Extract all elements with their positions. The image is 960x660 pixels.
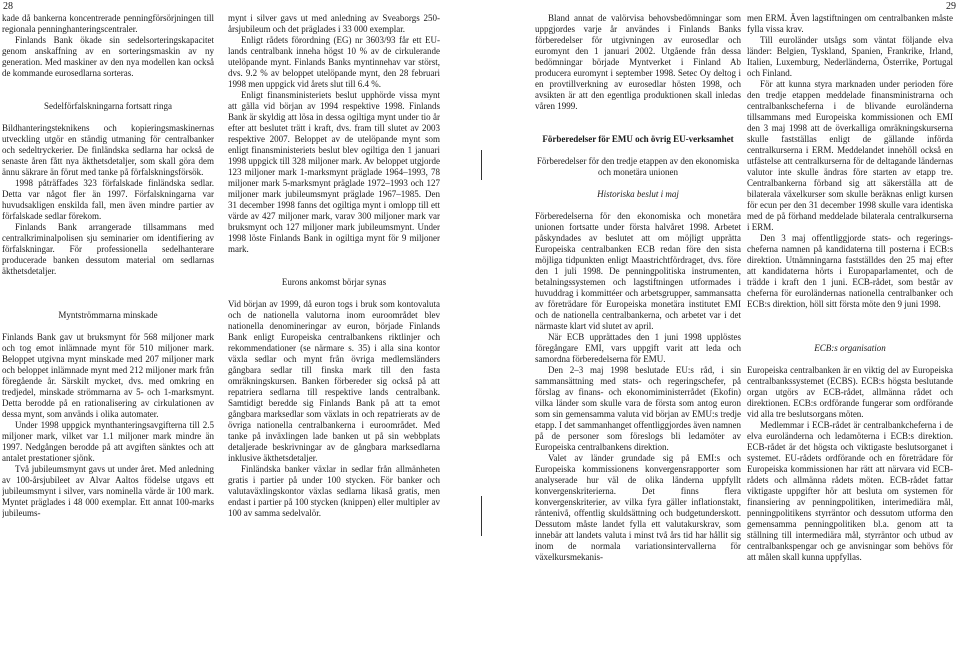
paragraph: Medlemmar i ECB-rådet är centralbankcheferna i de elva euroländerna och ledamöterna i ECB:s direktion. ECB-rådet är det högsta och viktigaste beslutsorganet i systemet. EU-rådets ordförande och en företrädare för Europeiska kommissionen har rätt att närvara vid ECB-rådets och allmänna rådets möten. ECB-rådet fattar viktigaste uppgifter hör att besluta om systemen för finansiering av penningpolitiken, interimediära mål, penningpolitikens styrräntor och dessutom utforma den gemensamma penningpolitiken bl.a. genom att ta ställning till intermediära mål, styrräntor och utbud av centralbankspengar och ge anvisningar som behövs för att målen skall kunna uppfyllas. bbox=[747, 420, 953, 562]
section-heading: Förberedelser för EMU och övrig EU-verksamhet bbox=[542, 134, 734, 144]
paragraph: Den 3 maj offentliggjorde stats- och regeringscheferna namnen på kandidaterna till posterna i ECB:s direktion. Utnämningarna fastställdes den 25 maj efter att kandidaterna hörts i Europaparlamentet, och de trädde i kraft den 1 juni. ECB-rådet, som består av cheferna för euroländernas nationella centralbanker och ECB:s direktion, höll sitt första möte den 9 juni 1998. bbox=[747, 233, 953, 309]
column-2 bbox=[228, 13, 440, 519]
paragraph: Europeiska centralbanken är en viktig del av Europeiska centralbankssystemet (ECBS). ECB:s högsta beslutande organ utgörs av ECB-rådet, allmänna rådet och direktionen. ECB:s ordförande fungerar som ordförande vid alla tre beslutsorgans möten. bbox=[747, 365, 953, 419]
section-heading: Sedelförfalskningarna fortsatt ringa bbox=[44, 101, 172, 111]
paragraph: mynt i silver gavs ut med anledning av Sveaborgs 250-årsjubileum och det präglades i 33 000 exemplar. bbox=[228, 13, 440, 34]
paragraph: men ERM. Även lagstiftningen om centralbanken måste fylla vissa krav. bbox=[747, 13, 953, 34]
paragraph: kade då bankerna koncentrerade penningförsörjningen till regionala penninghanteringscentraler. bbox=[2, 13, 214, 34]
section-heading: Myntströmmarna minskade bbox=[58, 310, 158, 320]
subsection-heading: Historiska beslut i maj bbox=[597, 189, 679, 199]
section-heading: ECB:s organisation bbox=[814, 343, 886, 353]
margin-change-bar bbox=[481, 496, 482, 536]
subsection-heading: Förberedelser för den tredje etappen av den ekonomiska och monetära unionen bbox=[536, 156, 740, 177]
paragraph: Finlands Bank gav ut bruksmynt för 568 miljoner mark och tog emot inlämnade mynt för 510 miljoner mark. Beloppet utgivna mynt minskade med 207 miljoner mark och beloppet inlämnade mynt med 212 miljoner mark från föregående år. Särskilt mycket, dvs. med omkring en tredjedel, minskade strömmarna av 5- och 1-marksmynt. Detta berodde på en rationalisering av cirkulationen av dessa mynt, som används i olika automater. bbox=[2, 332, 214, 419]
paragraph: Finländska banker växlar in sedlar från allmänheten gratis i partier på under 100 stycken. För banker och valutaväxlingskontor växlas sedlarna likaså gratis, men endast i partier på 100 stycken (knippen) eller multipler av 100 av samma sedelvalör. bbox=[228, 464, 440, 518]
paragraph: 1998 påträffades 323 förfalskade finländska sedlar. Detta var något fler än 1997. Förfalskningarna var huvudsakligen enskilda fall, men även mindre partier av förfalskade sedlar förekom. bbox=[2, 178, 214, 221]
column-3 bbox=[535, 13, 741, 563]
paragraph: När ECB upprättades den 1 juni 1998 upplöstes föregångare EMI, vars uppgift varit att leda och samordna förberedelserna för EMU. bbox=[535, 332, 741, 364]
paragraph: Bildhanteringsteknikens och kopieringsmaskinernas utveckling utgör en ständig utmaning för centralbanker och sedeltryckerier. De finländska sedlarna har också de senaste åren fått nya äkthetsdetaljer, som skall göra dem ännu säkrare än förut med tanke på förfalskningsförsök. bbox=[2, 123, 214, 177]
paragraph: Enligt rådets förordning (EG) nr 3603/93 får ett EU-lands centralbank inneha högst 10 % av de cirkulerande utelöpande mynt. Finlands Banks myntinnehav var störst, dvs. 9.2 % av beloppet utelöpande mynt, den 28 februari 1998 men uppgick vid årets slut till 6.4 %. bbox=[228, 35, 440, 89]
paragraph: Under 1998 uppgick mynthanteringsavgifterna till 2.5 miljoner mark, vilket var 1.1 miljoner mark mindre än 1997. Nedgången berodde på att avgiften sänktes och att antalet prestationer sjönk. bbox=[2, 420, 214, 463]
paragraph: Valet av länder grundade sig på EMI:s och Europeiska kommissionens konvergensrapporter som analyserade hur väl de olika länderna uppfyllt konvergenskriterierna. Det finns flera konvergenskriterier, av vilka fyra gäller inflationstakt, räntenivå, offentlig skuldsättning och budgetunderskott. Dessutom måste landet fylla ett valutakurskrav, som innebär att landets valuta i minst två års tid har hållit sig inom de normala variationsintervallerna för växelkursmekanis- bbox=[535, 453, 741, 562]
paragraph: Enligt finansministeriets beslut upphörde vissa mynt att gälla vid början av 1994 respektive 1998. Finlands Bank är skyldig att lösa in dessa ogiltiga mynt under tio år efter att beslutet trätt i kraft, dvs. fram till slutet av 2003 respektive 2007. Beloppet av de utelöpande mynt som enligt finansministeriets beslut blev ogiltiga den 1 januari 1998 uppgick till 328 miljoner mark. Av beloppet utgjorde 123 miljoner mark 1-marksmynt präglade 1964–1993, 78 miljoner mark 5-marksmynt präglade 1972–1993 och 127 miljoner mark jubileumsmynt präglade 1967–1985. Den 31 december 1998 fanns det ogiltiga mynt i omlopp till ett värde av 427 miljoner mark, varav 300 miljoner mark var bruksmynt och 127 miljoner mark jubileumsmynt. Under 1998 löste Finlands Bank in ogiltiga mynt för 9 miljoner mark. bbox=[228, 90, 440, 254]
paragraph: Bland annat de valörvisa behovsbedömningar som uppgjordes varje år användes i Finlands Banks förberedelser för utgivningen av eurosedlar och euromynt den 1 januari 2002. Utgående från dessa bedömningar började Myntverket i Finland Ab producera euromynt i september 1998. Setec Oy deltog i en provtillverkning av eurosedlar hösten 1998, och avsikten är att den egentliga produktionen skall inledas våren 1999. bbox=[535, 13, 741, 111]
margin-change-bar bbox=[481, 150, 482, 180]
paragraph: Förberedelserna för den ekonomiska och monetära unionen fortsatte under första halvåret 1998. Arbetet påskyndades av beslutet att om möjligt upprätta Europeiska centralbanken ECB redan före den sista möjliga tidpunkten enligt Maastrichtfördraget, dvs. före den 1 juli 1998. De penningpolitiska instrumenten, betalningssystemen och lagstiftningen utformades i huvuddrag i kommittéer och arbetsgrupper, sammansatta av företrädare för Europeiska monetära institutet EMI och de nationella centralbankerna, och arbetet var i det närmaste klart vid slutet av april. bbox=[535, 211, 741, 331]
paragraph: Två jubileumsmynt gavs ut under året. Med anledning av 100-årsjubileet av Alvar Aaltos födelse utgavs ett jubileumsmynt i silver, vars nominella värde är 100 mark. Myntet präglades i 48 000 exemplar. Ett annat 100-marks jubileums- bbox=[2, 464, 214, 518]
paragraph: Finlands Bank arrangerade tillsammans med centralkriminalpolisen sju seminarier om identifiering av förfalskningar. För professionella sedelhanterare producerade banken dessutom material om sedlarnas äkthetsdetaljer. bbox=[2, 222, 214, 276]
page-number-right: 29 bbox=[946, 1, 956, 12]
paragraph: Till euroländer utsågs som väntat följande elva länder: Belgien, Tyskland, Spanien, Frankrike, Irland, Italien, Luxemburg, Nederländerna, Österrike, Portugal och Finland. bbox=[747, 35, 953, 78]
column-4 bbox=[747, 13, 953, 563]
page-number-left: 28 bbox=[3, 1, 13, 12]
paragraph: Den 2–3 maj 1998 beslutade EU:s råd, i sin sammansättning med stats- och regeringschefer, på förslag av finans- och ekonomiministerrådet (Ekofin) vilka länder som skulle vara de första som antog euron som sin gemensamma valuta vid början av EMU:s tredje etapp. I det sammanhanget offentliggjordes även namnen på de personer som föreslogs bli ledamöter av Europeiska centralbankens direktion. bbox=[535, 365, 741, 452]
section-heading: Eurons ankomst börjar synas bbox=[281, 277, 387, 287]
paragraph: Vid början av 1999, då euron togs i bruk som kontovaluta och de nationella valutorna inom euroområdet blev nationella denomineringar av euron, började Finlands Bank enligt Europeiska centralbankens riktlinjer och rekommendationer (se närmare s. 35) i alla sina kontor växla sedlar och mynt från övriga medlemsländers gångbara sedlar till finska mark till den fasta omräkningskursen. Banken förbereder sig också på att repatriera sedlarna till respektive lands centralbank. Samtidigt beredde sig Finlands Bank på att ta emot gångbara marksedlar som växlats in och repatrierats av de övriga nationella centralbankerna i euroområdet. Med tanke på inväxlingen lade banken ut på sin webbplats detaljerade beskrivningar av de gångbara marksedlarna inklusive äkthetsdetaljer. bbox=[228, 299, 440, 463]
column-1 bbox=[2, 13, 214, 519]
paragraph: Finlands Bank ökade sin sedelsorteringskapacitet genom anskaffning av en sorteringsmaskin av ny generation. Med maskiner av den nya modellen kan också de kommande eurosedlarna sorteras. bbox=[2, 35, 214, 78]
paragraph: För att kunna styra marknaden under perioden före den tredje etappen meddelade finansministrarna och centralbankscheferna i de blivande euroländerna tillsammans med Europeiska kommissionen och EMI den 3 maj 1998 att de överkalliga omräkningskurserna skulle fastställas enligt de gällande införda centralkurserna i ERM. Meddelandet innehöll också en utfästelse att centralkurserna för de deltagande ländernas valutor inte skulle ändras före starten av etapp tre. Centralbankerna förband sig att säkerställa att de bilaterala växelkurser som skulle beräknas enligt kursen för ecun per den 31 december 1998 skulle vara identiska med de på förhand meddelade bilaterala centralkurserna i ERM. bbox=[747, 79, 953, 232]
